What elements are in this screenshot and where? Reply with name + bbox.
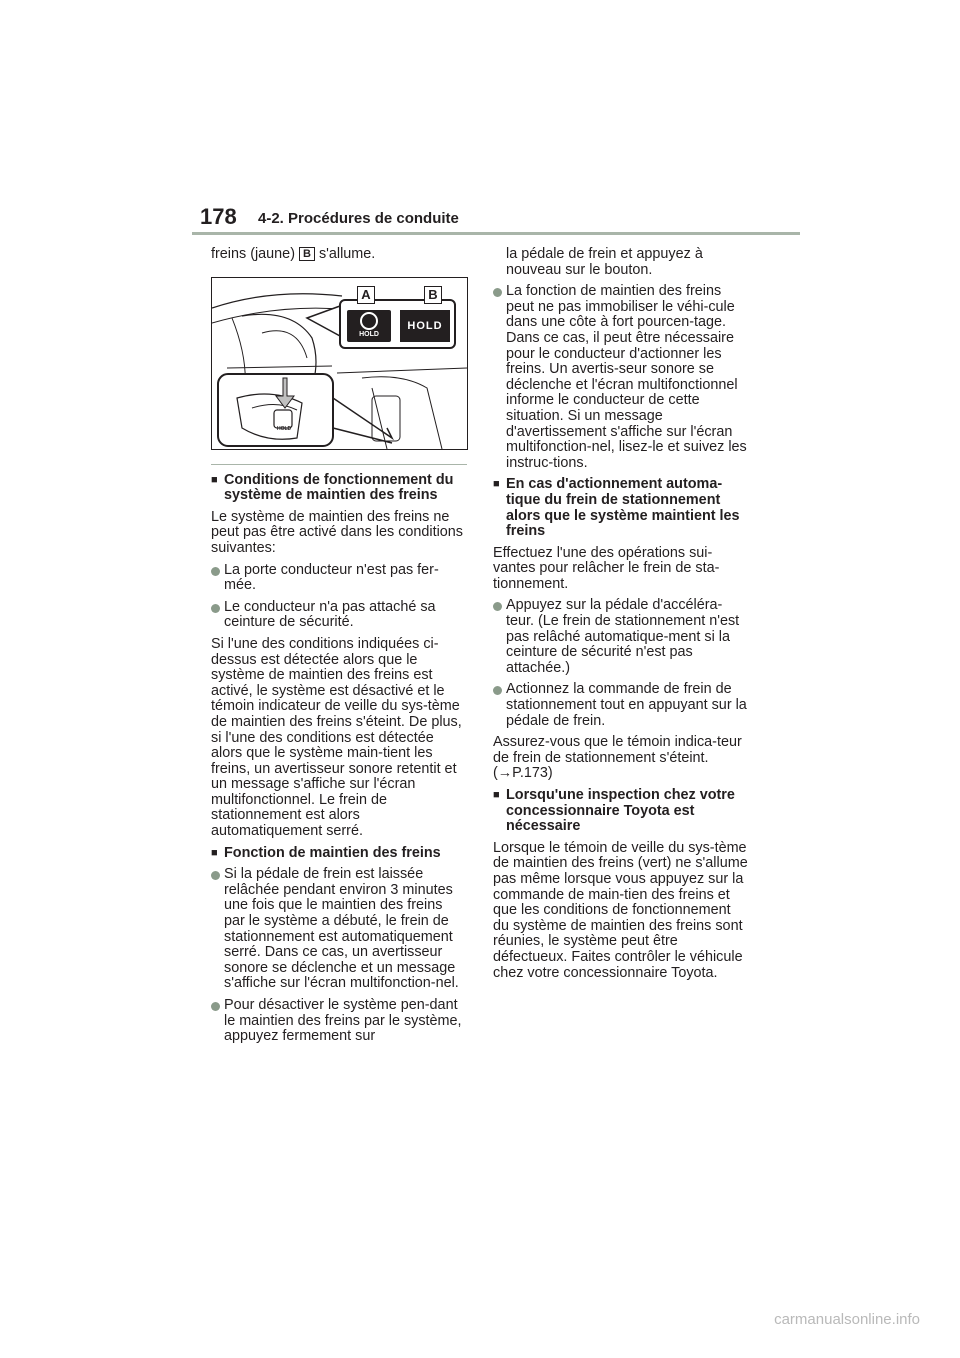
heading-brake-hold-function: ■ Fonction de maintien des freins (211, 846, 467, 862)
brake-hold-standby-icon (347, 310, 391, 342)
intro-line (211, 247, 467, 263)
header-rule (192, 232, 800, 235)
right-column (493, 247, 749, 987)
bullet-item (211, 600, 467, 631)
hold-switch-label: HOLD (277, 425, 292, 432)
paragraph: Si l'une des conditions indiquées ci-dessus est détectée alors que le système de maintien des freins est activé, le système est désactivé et le témoin indicateur de veille du sys-tème de maintien des freins s'éteint. De plus, si l'une des conditions est détectée alors que le système main-tient les freins, un avertisseur sonore retentit et un message s'affiche sur l'écran multifonctionnel. Le frein de stationnement est alors automatiquement serré. (211, 635, 462, 840)
bullet-dot-icon (493, 288, 502, 297)
bullet-dot-icon (211, 1002, 220, 1011)
heading-dealer-inspection: ■ Lorsqu'une inspection chez votre concessionnaire Toyota est nécessaire (493, 788, 749, 835)
paragraph: Le système de maintien des freins ne peut pas être activé dans les conditions suivantes: (211, 508, 463, 556)
bullet-text: Actionnez la commande de frein de stationnement tout en appuyant sur la pédale de frein. (506, 681, 747, 729)
bullet-dot-icon (493, 602, 502, 611)
bullet-item (493, 598, 749, 676)
bullet-text: La porte conducteur n'est pas fer-mée. (224, 561, 439, 594)
paragraph: Lorsque le témoin de veille du sys-tème de maintien des freins (vert) ne s'allume pas même lorsque vous appuyez sur la commande de main-tien des freins et que les conditions de fonctionnement du système de maintien des freins sont réunies, le système peut être défectueux. Faites contrôler le véhicule chez votre concessionnaire Toyota. (493, 839, 748, 981)
paragraph-with-page-ref: Assurez-vous que le témoin indica-teur de frein de stationnement s'éteint. (→P.173) (493, 734, 742, 782)
left-column (211, 247, 467, 1051)
bullet-text: Pour désactiver le système pen-dant le maintien des freins par le système, appuyez fermement sur (224, 997, 462, 1045)
bullet-item (211, 563, 467, 594)
bullet-dot-icon (211, 871, 220, 880)
section-title: 4-2. Procédures de conduite (258, 210, 459, 227)
bullet-text: La fonction de maintien des freins peut ne pas immobiliser le véhi-cule dans une côte à fort pourcen-tage. Dans ce cas, il peut être nécessaire pour le conducteur d'actionner les freins. Un avertis-seur sonore se déclenche et l'écran multifonctionnel informe le conducteur de cette situation. Si un message d'avertissement s'affiche sur l'écran multifonction-nel, lisez-le et suivez les instruc-tions. (506, 283, 747, 471)
heading-operating-conditions: ■ Conditions de fonctionnement du système de maintien des freins (211, 473, 467, 504)
callout-b-tag: B (299, 247, 315, 261)
bullet-item (211, 998, 467, 1045)
heading-auto-parking-brake: ■ En cas d'actionnement automa-tique du frein de stationnement alors que le système maintient les freins (493, 477, 749, 539)
paragraph: Effectuez l'une des opérations sui-vantes pour relâcher le frein de sta-tionnement. (493, 544, 720, 592)
bullet-item (493, 284, 749, 471)
bullet-text: Si la pédale de frein est laissée relâchée pendant environ 3 minutes une fois que le maintien des freins par le système a débuté, le frein de stationnement est automatiquement serré. Dans ce cas, un avertisseur sonore se déclenche et un message s'affiche sur l'écran multifonction-nel. (224, 866, 459, 992)
site-watermark: carmanualsonline.info (774, 1311, 920, 1328)
intro-post: s'allume. (318, 246, 376, 262)
section-divider (211, 464, 467, 465)
dashboard-illustration (211, 277, 468, 450)
label-a: A (357, 286, 375, 304)
continued-text: la pédale de frein et appuyez à nouveau sur le bouton. (506, 246, 703, 278)
page-number: 178 (200, 204, 237, 229)
bullet-item (211, 867, 467, 992)
bullet-dot-icon (211, 567, 220, 576)
bullet-item (493, 682, 749, 729)
bullet-dot-icon (211, 604, 220, 613)
brake-hold-operated-lamp: HOLD (400, 310, 450, 342)
intro-pre: freins (jaune) (211, 246, 295, 262)
bullet-text: Le conducteur n'a pas attaché sa ceinture de sécurité. (224, 598, 436, 631)
bullet-text: Appuyez sur la pédale d'accéléra-teur. (Le frein de stationnement n'est pas relâché automatique-ment si la ceinture de sécurité n'est pas attachée.) (506, 597, 740, 676)
icon-a-text: HOLD (359, 330, 379, 338)
label-b: B (424, 286, 442, 304)
bullet-dot-icon (493, 686, 502, 695)
